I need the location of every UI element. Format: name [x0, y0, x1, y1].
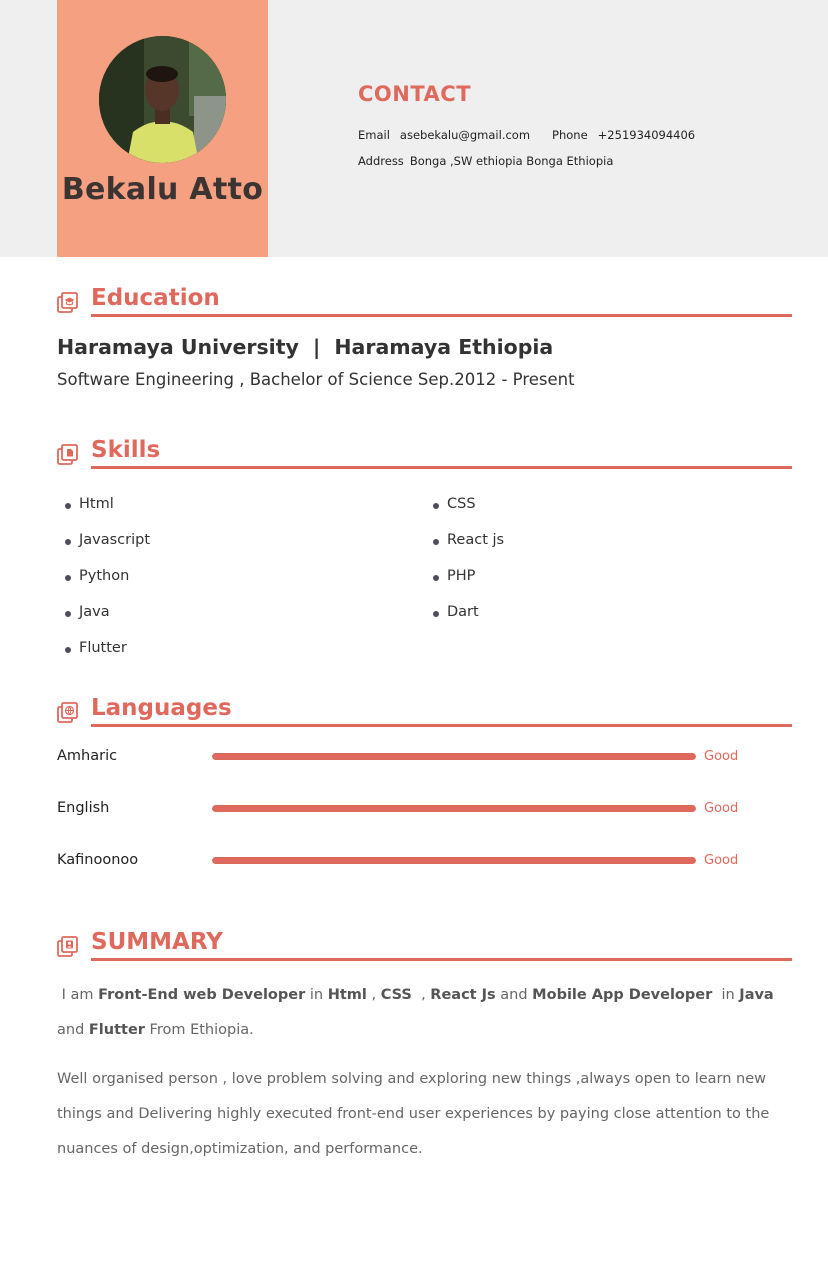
language-level-fill [212, 857, 696, 864]
education-title: Education [91, 285, 220, 311]
bullet-icon [65, 503, 71, 509]
school-separator: | [312, 335, 321, 359]
languages-section-header [57, 695, 792, 731]
language-level-bar [212, 753, 696, 760]
skill-item: Java [79, 604, 110, 620]
summary-paragraph-1: I am Front-End web Developer in Html , CSS , React Js and Mobile App Developer in Java and Flutter From Ethiopia. [57, 987, 774, 1038]
language-level-bar [212, 805, 696, 812]
summary-title: SUMMARY [91, 929, 223, 955]
bullet-icon [433, 575, 439, 581]
resume-header [0, 0, 828, 257]
candidate-name: Bekalu Atto [61, 172, 264, 207]
language-level: Good [704, 853, 739, 868]
language-name: Kafinoonoo [57, 852, 139, 868]
summary-section-header [57, 929, 792, 965]
education-school-line [57, 335, 553, 359]
email-value[interactable]: asebekalu@gmail.com [399, 128, 531, 142]
skills-divider [91, 466, 792, 469]
language-level-fill [212, 753, 696, 760]
education-section-header [57, 285, 792, 321]
skill-item: React js [447, 532, 504, 548]
document-icon [57, 443, 79, 465]
school-name: Haramaya University [57, 335, 299, 359]
languages-title: Languages [91, 695, 232, 721]
globe-icon [57, 701, 79, 723]
bullet-icon [65, 647, 71, 653]
bullet-icon [433, 611, 439, 617]
skill-item: PHP [447, 568, 475, 584]
contact-line-address [358, 154, 613, 168]
summary-paragraph-2: Well organised person , love problem solving and exploring new things ,always open to learn new things and Delivering highly executed front-end user experiences by paying close attention to the nuances of design,optimization, and performance. [57, 1071, 770, 1157]
languages-divider [91, 724, 792, 727]
profile-photo [99, 36, 226, 163]
skill-item: Python [79, 568, 129, 584]
bullet-icon [65, 611, 71, 617]
id-card-icon [57, 935, 79, 957]
email-label: Email [358, 128, 390, 142]
skills-section-header [57, 437, 792, 473]
language-name: English [57, 800, 110, 816]
skill-item: Javascript [79, 532, 150, 548]
profile-panel [57, 0, 268, 257]
education-degree: Software Engineering , Bachelor of Science Sep.2012 - Present [57, 370, 575, 389]
language-level: Good [704, 749, 739, 764]
skill-item: Flutter [79, 640, 127, 656]
skill-item: CSS [447, 496, 476, 512]
school-location: Haramaya Ethiopia [334, 335, 554, 359]
graduation-cap-icon [57, 291, 79, 313]
bullet-icon [433, 503, 439, 509]
address-label: Address [358, 154, 404, 168]
phone-value[interactable]: +251934094406 [597, 128, 696, 142]
contact-line-email-phone [358, 128, 695, 142]
contact-title: CONTACT [358, 82, 472, 106]
language-level: Good [704, 801, 739, 816]
bullet-icon [65, 539, 71, 545]
bullet-icon [65, 575, 71, 581]
skills-title: Skills [91, 437, 161, 463]
summary-divider [91, 958, 792, 961]
language-level-fill [212, 805, 696, 812]
education-divider [91, 314, 792, 317]
language-name: Amharic [57, 748, 118, 764]
avatar [99, 36, 226, 163]
bullet-icon [433, 539, 439, 545]
address-value: Bonga ,SW ethiopia Bonga Ethiopia [409, 154, 614, 168]
skill-item: Html [79, 496, 114, 512]
phone-label: Phone [552, 128, 588, 142]
language-level-bar [212, 857, 696, 864]
skill-item: Dart [447, 604, 479, 620]
